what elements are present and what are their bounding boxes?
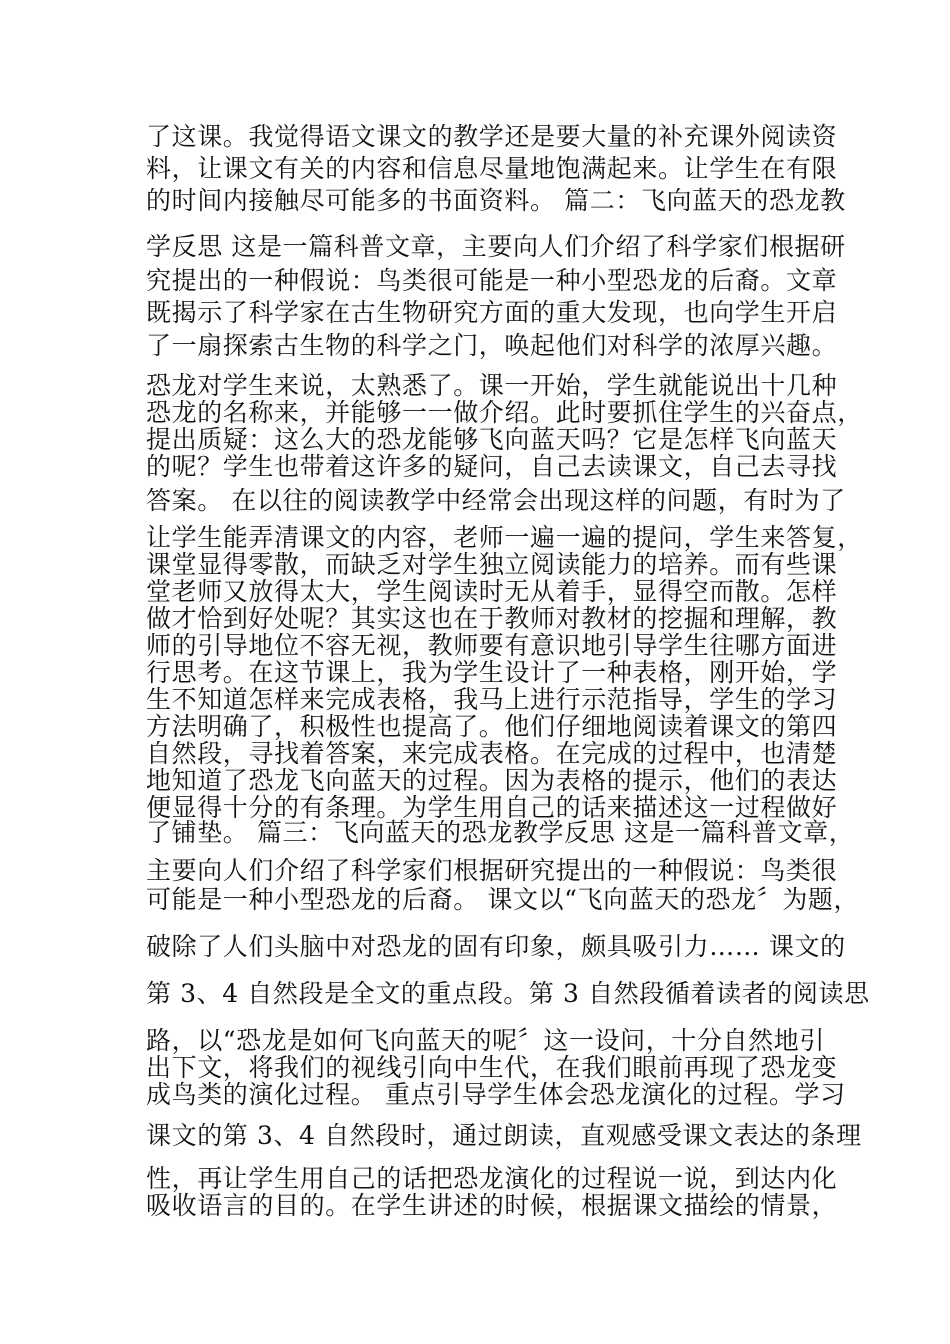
text-line: 答案。 在以往的阅读教学中经常会出现这样的问题，有时为了 [146, 486, 846, 515]
text-line: 的呢？学生也带着这许多的疑问，自己去读课文，自己去寻找 [146, 452, 838, 481]
text-line: 性，再让学生用自己的话把恐龙演化的过程说一说，到达内化 [146, 1164, 838, 1193]
text-line: 破除了人们头脑中对恐龙的固有印象，颇具吸引力…… 课文的 [146, 932, 846, 961]
text-line: 便显得十分的有条理。为学生用自己的话来描述这一过程做好 [146, 793, 838, 822]
text-line: 第 3、4 自然段是全文的重点段。第 3 自然段循着读者的阅读思 [146, 979, 870, 1008]
text-line: 成鸟类的演化过程。 重点引导学生体会恐龙演化的过程。学习 [146, 1080, 846, 1109]
text-line: 恐龙的名称来，并能够一一做介绍。此时要抓住学生的兴奋点， [146, 398, 863, 427]
text-line: 路，以“恐龙是如何飞向蓝天的呢〞这一设问，十分自然地引 [146, 1026, 825, 1055]
text-line: 究提出的一种假说：鸟类很可能是一种小型恐龙的后裔。文章 [146, 266, 838, 295]
text-line: 吸收语言的目的。在学生讲述的时候，根据课文描绘的情景， [146, 1191, 838, 1220]
text-line: 出下文，将我们的视线引向中生代，在我们眼前再现了恐龙变 [146, 1053, 838, 1082]
text-line: 堂老师又放得太大，学生阅读时无从着手，显得空而散。怎样 [146, 577, 838, 606]
text-line: 方法明确了，积极性也提高了。他们仔细地阅读着课文的第四 [146, 712, 838, 741]
text-line: 师的引导地位不容无视，教师要有意识地引导学生往哪方面进 [146, 631, 838, 660]
text-line: 的时间内接触尽可能多的书面资料。 篇二：飞向蓝天的恐龙教 [146, 186, 846, 215]
text-line: 可能是一种小型恐龙的后裔。 课文以“飞向蓝天的恐龙〞为题， [146, 885, 860, 914]
text-line: 提出质疑：这么大的恐龙能够飞向蓝天吗？它是怎样飞向蓝天 [146, 425, 838, 454]
text-line: 自然段，寻找着答案，来完成表格。在完成的过程中，也清楚 [146, 739, 838, 768]
text-line: 了一扇探索古生物的科学之门，唤起他们对科学的浓厚兴趣。 [146, 331, 838, 360]
text-line: 生不知道怎样来完成表格，我马上进行示范指导，学生的学习 [146, 685, 838, 714]
text-line: 学反思 这是一篇科普文章，主要向人们介绍了科学家们根据研 [146, 232, 846, 261]
text-line: 让学生能弄清课文的内容，老师一遍一遍的提问，学生来答复， [146, 523, 863, 552]
text-line: 主要向人们介绍了科学家们根据研究提出的一种假说：鸟类很 [146, 856, 838, 885]
text-line: 了铺垫。 篇三：飞向蓝天的恐龙教学反思 这是一篇科普文章， [146, 818, 855, 847]
text-line: 既揭示了科学家在古生物研究方面的重大发现，也向学生开启 [146, 298, 838, 327]
text-line: 行思考。在这节课上，我为学生设计了一种表格，刚开始，学 [146, 658, 838, 687]
text-line: 了这课。我觉得语文课文的教学还是要大量的补充课外阅读资 [146, 122, 838, 151]
text-line: 做才恰到好处呢？其实这也在于教师对教材的挖掘和理解，教 [146, 604, 838, 633]
text-line: 料，让课文有关的内容和信息尽量地饱满起来。让学生在有限 [146, 154, 838, 183]
text-line: 课文的第 3、4 自然段时，通过朗读，直观感受课文表达的条理 [146, 1121, 862, 1150]
text-line: 课堂显得零散，而缺乏对学生独立阅读能力的培养。而有些课 [146, 550, 838, 579]
text-line: 恐龙对学生来说，太熟悉了。课一开始，学生就能说出十几种 [146, 371, 838, 400]
text-line: 地知道了恐龙飞向蓝天的过程。因为表格的提示，他们的表达 [146, 766, 838, 795]
